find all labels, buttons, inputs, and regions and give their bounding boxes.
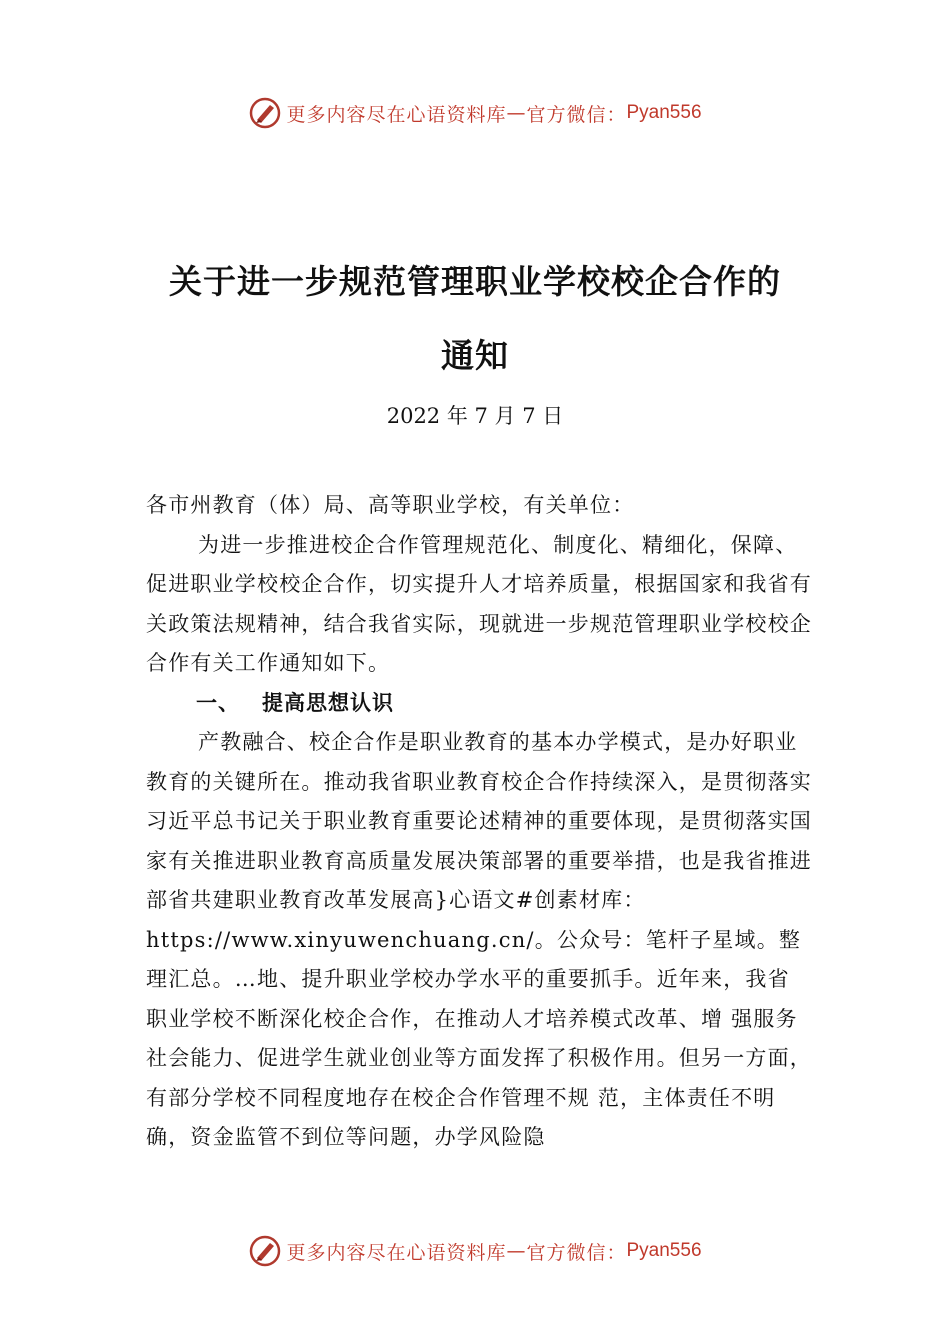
section-title: 提高思想认识: [262, 690, 394, 715]
document-body: [146, 486, 816, 1158]
section-paragraph: 产教融合、校企合作是职业教育的基本办学模式，是办好职业教育的关键所在。推动我省职业教育校企合作持续深入，是贯彻落实习近平总书记关于职业教育重要论述精神的重要体现，是贯彻落实国家有关推进职业教育高质量发展决策部署的重要举措，也是我省推进部省共建职业教育改革发展高}心语文#创素材库：https://www.xinyuwenchuang.cn/。公众号：笔杆子星域。整理汇总。…地、提升职业学校办学水平的重要抓手。近年来，我省 职业学校不断深化校企合作，在推动人才培养模式改革、增 强服务社会能力、促进学生就业创业等方面发挥了积极作用。但另一方面，有部分学校不同程度地存在校企合作管理不规 范，主体责任不明确，资金监管不到位等问题，办学风险隐: [146, 730, 812, 1149]
intro-paragraph: 为进一步推进校企合作管理规范化、制度化、精细化，保障、促进职业学校校企合作，切实提升人才培养质量，根据国家和我省有关政策法规精神，结合我省实际，现就进一步规范管理职业学校校企合作有关工作通知如下。: [146, 532, 812, 675]
logo-icon: [248, 1234, 282, 1268]
banner-separator: —: [506, 1240, 527, 1262]
document-date: 2022 年 7 月 7 日: [386, 404, 564, 428]
banner-wechat-id: Pyan556: [626, 1240, 702, 1261]
banner-wechat-label: 官方微信：: [526, 1241, 627, 1264]
banner-separator: —: [506, 102, 527, 124]
footer-watermark-banner: [0, 1234, 950, 1268]
section-heading: [146, 684, 816, 724]
document-title-line1: 关于进一步规范管理职业学校校企合作的: [169, 262, 781, 301]
salutation: 各市州教育（体）局、高等职业学校，有关单位：: [146, 493, 635, 517]
header-watermark-banner: [0, 96, 950, 130]
banner-wechat-id: Pyan556: [626, 102, 702, 123]
section-number: 一、: [196, 690, 240, 715]
logo-icon: [248, 96, 282, 130]
banner-wechat-label: 官方微信：: [526, 103, 627, 126]
banner-prefix: 更多内容尽在心语资料库: [286, 1241, 507, 1264]
document-title-line2: 通知: [441, 336, 509, 375]
banner-prefix: 更多内容尽在心语资料库: [286, 103, 507, 126]
